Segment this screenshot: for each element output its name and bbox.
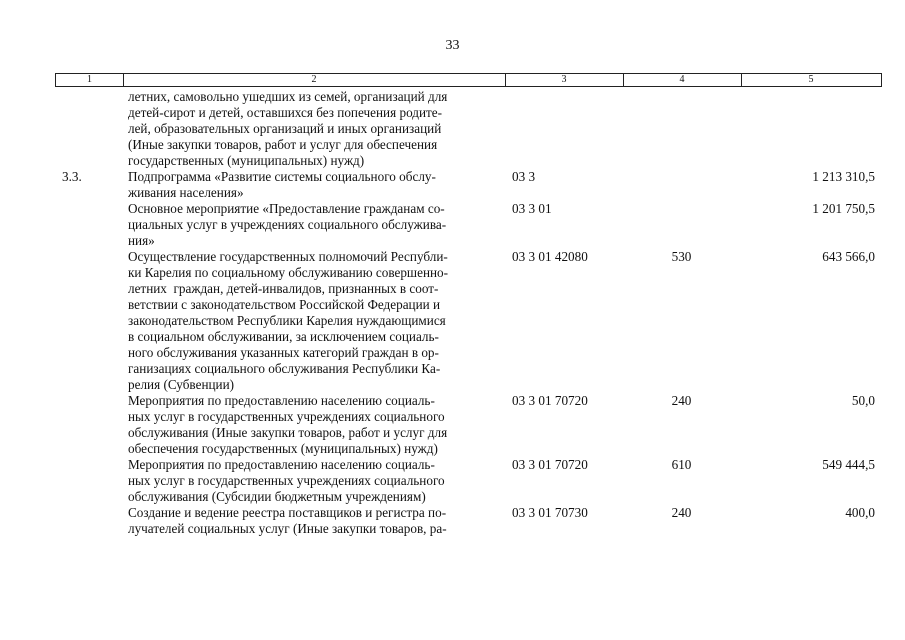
description-line: циальных услуг в учреждениях социального обслужива-: [128, 217, 447, 232]
description-line: Мероприятия по предоставлению населению социаль-: [128, 457, 435, 472]
row-amount: 549 444,5: [822, 457, 875, 472]
row-expense-type: 610: [671, 457, 692, 472]
description-line: обеспечения государственных (муниципальных) нужд): [128, 441, 438, 456]
row-amount: 400,0: [845, 505, 875, 520]
description-line: ного обслуживания указанных категорий граждан в ор-: [128, 345, 439, 360]
description-line: (Иные закупки товаров, работ и услуг для обеспечения: [128, 137, 438, 152]
row-description: [128, 89, 500, 169]
row-amount: 1 201 750,5: [812, 201, 875, 216]
description-line: ганизациях социального обслуживания Республики Ка-: [128, 361, 441, 376]
table-row: [0, 457, 905, 505]
row-description: [128, 393, 500, 457]
table-row: [0, 201, 905, 249]
row-amount: 643 566,0: [822, 249, 875, 264]
row-description: [128, 201, 500, 249]
row-expense-type: 240: [671, 393, 692, 408]
table-row: [0, 393, 905, 457]
description-line: ных услуг в государственных учреждениях социального: [128, 409, 445, 424]
description-line: ных услуг в государственных учреждениях социального: [128, 473, 445, 488]
row-number: 3.3.: [62, 169, 82, 184]
row-code: 03 3 01: [512, 201, 552, 216]
header-col-1: 1: [87, 74, 92, 85]
description-line: обслуживания (Субсидии бюджетным учреждениям): [128, 489, 426, 504]
row-code: 03 3 01 70730: [512, 505, 588, 520]
header-col-2: 2: [311, 74, 317, 85]
description-line: летних граждан, детей-инвалидов, признанных в соот-: [128, 281, 439, 296]
row-description: [128, 249, 500, 393]
row-amount: 1 213 310,5: [812, 169, 875, 184]
description-line: лей, образовательных организаций и иных организаций: [128, 121, 442, 136]
description-line: летних, самовольно ушедших из семей, организаций для: [128, 89, 448, 104]
description-line: ния»: [128, 233, 155, 248]
description-line: детей-сирот и детей, оставшихся без попечения родите-: [128, 105, 443, 120]
table-row: [0, 249, 905, 393]
description-line: Создание и ведение реестра поставщиков и регистра по-: [128, 505, 447, 520]
description-line: лучателей социальных услуг (Иные закупки товаров, ра-: [128, 521, 447, 536]
row-expense-type: 240: [671, 505, 692, 520]
table-header: [55, 73, 882, 87]
description-line: в социальном обслуживании, за исключением социаль-: [128, 329, 439, 344]
description-line: ки Карелия по социальному обслуживанию совершенно-: [128, 265, 449, 280]
description-line: релия (Субвенции): [128, 377, 235, 392]
row-description: [128, 457, 500, 505]
row-amount: 50,0: [851, 393, 875, 408]
description-line: живания населения»: [128, 185, 244, 200]
description-line: обслуживания (Иные закупки товаров, работ и услуг для: [128, 425, 448, 440]
row-code: 03 3 01 42080: [512, 249, 588, 264]
row-description: [128, 169, 500, 201]
table-row: [0, 169, 905, 201]
description-line: законодательством Республики Карелия нуждающимися: [128, 313, 446, 328]
description-line: Основное мероприятие «Предоставление гражданам со-: [128, 201, 445, 216]
row-code: 03 3 01 70720: [512, 457, 588, 472]
description-line: Мероприятия по предоставлению населению социаль-: [128, 393, 435, 408]
page-number: 33: [445, 38, 460, 53]
description-line: государственных (муниципальных) нужд): [128, 153, 365, 168]
table-row: [0, 505, 905, 537]
header-col-3: 3: [561, 74, 567, 85]
header-col-4: 4: [679, 74, 685, 85]
row-description: [128, 505, 500, 537]
description-line: Подпрограмма «Развитие системы социального обслу-: [128, 169, 436, 184]
row-code: 03 3: [512, 169, 536, 184]
table-row: [0, 89, 905, 169]
row-code: 03 3 01 70720: [512, 393, 588, 408]
description-line: ветствии с законодательством Российской Федерации и: [128, 297, 441, 312]
row-expense-type: 530: [671, 249, 692, 264]
header-col-5: 5: [808, 74, 814, 85]
description-line: Осуществление государственных полномочий Республи-: [128, 249, 448, 264]
